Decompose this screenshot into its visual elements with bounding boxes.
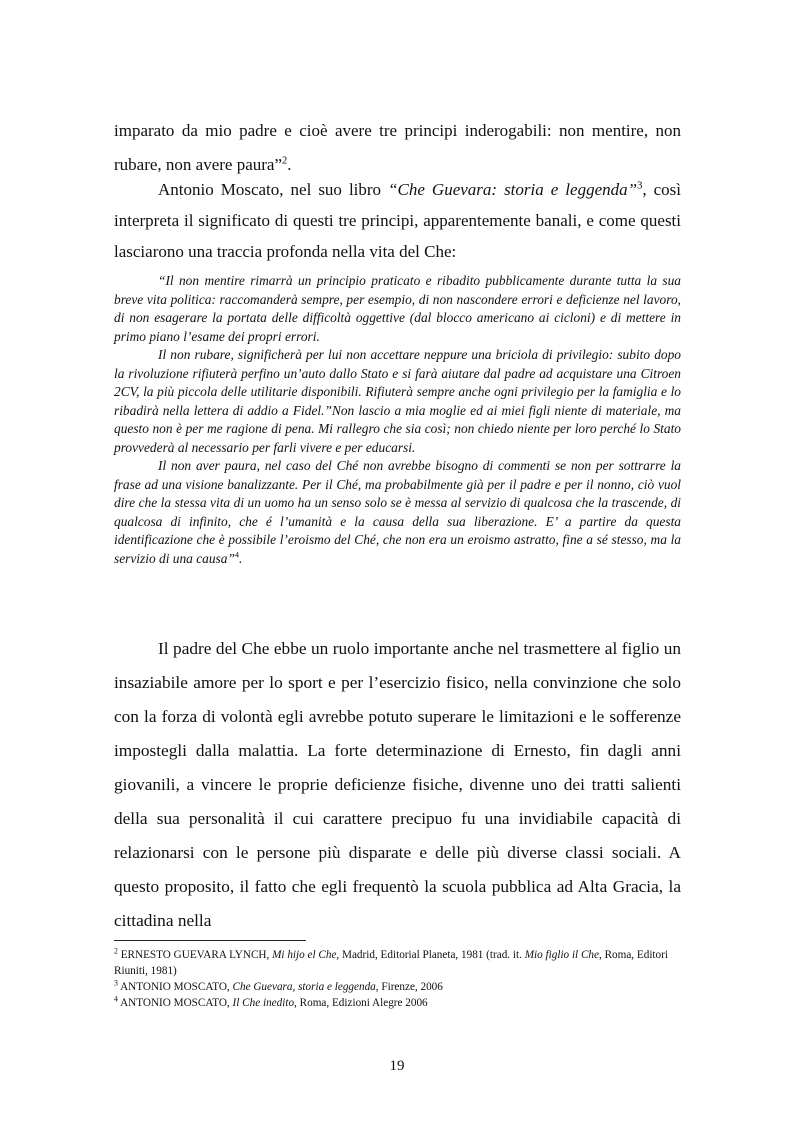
paragraph-1-text: imparato da mio padre e cioè avere tre principi inderogabili: non mentire, non rubare, non avere paura”	[114, 121, 681, 174]
footnote-2	[114, 947, 681, 979]
footnotes	[114, 947, 681, 1011]
quote-paragraph-2: Il non rubare, significherà per lui non accettare neppure una briciola di privilegio: subito dopo la rivoluzione rifiuterà perfino un’auto dallo Stato e si farà aiutare dal padre ad acquistare una Citroen 2CV, la più piccola delle utilitarie disponibili. Rifiuterà sempre anche ogni privilegio per la famiglia e lo ribadirà nella lettera di addio a Fidel.”Non lascio a mia moglie ed ai miei figli niente di materiale, ma questo non è per me ragione di pena. Mi rallegro che sia così; non chiedo niente per loro perché lo Stato provvederà al necessario per farli vivere e per educarsi.	[114, 347, 681, 455]
footnote-title: Il Che inedito	[232, 997, 295, 1009]
block-quote	[114, 272, 681, 568]
paragraph-2-lead: Antonio Moscato, nel suo libro	[158, 180, 389, 199]
paragraph-3-text: Il padre del Che ebbe un ruolo importante anche nel trasmettere al figlio un insaziabile amore per lo sport e per l’esercizio fisico, nella convinzione che solo con la forza di volontà egli avrebbe potuto superare le limitazioni e le sofferenze impostegli dalla malattia. La forte determinazione di Ernesto, fin dagli anni giovanili, a vincere le proprie deficienze fisiche, divenne uno dei tratti salienti della sua personalità il cui carattere precipuo fu una invidiabile capacità di relazionarsi con le persone più disparate e delle più diverse classi sociali. A questo proposito, il fatto che egli frequentò la scuola pubblica ad Alta Gracia, la cittadina nella	[114, 639, 681, 930]
footnote-text: , Firenze, 2006	[375, 981, 443, 993]
footnote-number: 4	[114, 994, 118, 1004]
footnote-3	[114, 979, 681, 995]
paragraph-continuation	[114, 114, 681, 182]
footnote-ref-3[interactable]: 3	[637, 180, 643, 192]
footnote-title: Mio figlio il Che	[524, 949, 599, 961]
footnote-ref-4[interactable]: 4	[234, 550, 240, 560]
footnote-number: 2	[114, 946, 118, 956]
footnote-ref-2[interactable]: 2	[282, 155, 288, 167]
footnote-title: Che Guevara, storia e leggenda	[232, 981, 376, 993]
footnote-text: , Madrid, Editorial Planeta, 1981 (trad. it.	[336, 949, 525, 961]
footnote-text: ERNESTO GUEVARA LYNCH,	[117, 949, 273, 961]
page-number: 19	[389, 1058, 405, 1074]
quote-paragraph-3-text: Il non aver paura, nel caso del Ché non avrebbe bisogno di commenti se non per sottrarre la frase ad una visione banalizzante. Per il Ché, ma probabilmente già per il padre e per il nonno, ciò vuol dire che la stessa vita di un uomo ha un senso solo se è messa al servizio di qualcosa che la trascende, di qualcosa di infinito, che é l’umanità e la causa della sua liberazione. E’ a partire da questa identificazione che è possibile l’eroismo del Ché, che non era un eroismo astratto, fine a sé stesso, ma la servizio di una causa”	[114, 458, 681, 566]
quote-paragraph-3	[114, 457, 681, 568]
footnote-text: ANTONIO MOSCATO,	[117, 997, 233, 1009]
quote-tail: .	[239, 550, 243, 566]
paragraph-father-sport	[114, 632, 681, 938]
footnote-text: ANTONIO MOSCATO,	[117, 981, 233, 993]
footnote-separator	[114, 940, 306, 941]
footnote-4	[114, 995, 681, 1011]
footnote-text: , Roma, Edizioni Alegre 2006	[294, 997, 428, 1009]
footnote-text: , Roma, Editori Riuniti, 1981)	[114, 949, 668, 977]
book-title: “Che Guevara: storia e leggenda”	[388, 180, 638, 199]
paragraph-2-rest: , così interpreta il significato di questi tre principi, apparentemente banali, e come questi lasciarono una traccia profonda nella vita del Che:	[114, 180, 681, 261]
quote-paragraph-1: “Il non mentire rimarrà un principio praticato e ribadito pubblicamente durante tutta la sua breve vita politica: raccomanderà sempre, per esempio, di non nascondere errori e deficienze nel lavoro, di non esagerare la portata delle difficoltà oggettive (dal blocco americano ai cicloni) e di mettere in primo piano l’esame dei propri errori.	[114, 273, 681, 344]
paragraph-moscato-intro	[114, 174, 681, 267]
footnote-number: 3	[114, 978, 118, 988]
footnote-title: Mi hijo el Che	[272, 949, 337, 961]
paragraph-1-tail: .	[287, 155, 292, 174]
